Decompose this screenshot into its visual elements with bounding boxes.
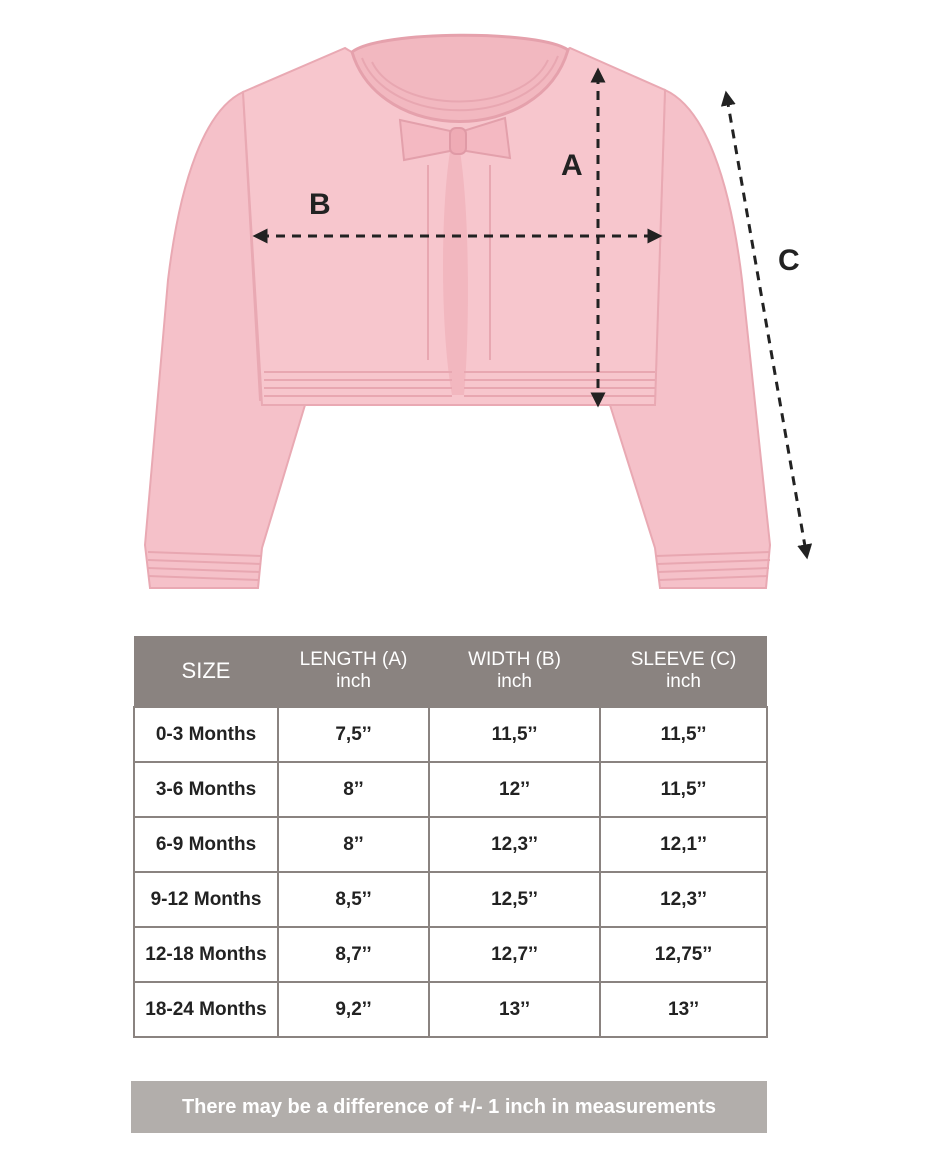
size-cell: 0-3 Months bbox=[134, 707, 278, 762]
length-cell: 7,5’’ bbox=[278, 707, 429, 762]
length-cell: 8’’ bbox=[278, 762, 429, 817]
header-sleeve bbox=[600, 636, 767, 707]
header-length bbox=[278, 636, 429, 707]
label-a: A bbox=[561, 149, 583, 182]
header-width bbox=[429, 636, 600, 707]
label-b: B bbox=[309, 188, 331, 221]
size-chart-table bbox=[133, 636, 768, 1038]
table-row bbox=[134, 762, 767, 817]
length-cell: 8,7’’ bbox=[278, 927, 429, 982]
label-c: C bbox=[778, 244, 800, 277]
size-cell: 12-18 Months bbox=[134, 927, 278, 982]
width-cell: 13’’ bbox=[429, 982, 600, 1037]
width-cell: 12,5’’ bbox=[429, 872, 600, 927]
width-cell: 12’’ bbox=[429, 762, 600, 817]
size-cell: 3-6 Months bbox=[134, 762, 278, 817]
table-row bbox=[134, 817, 767, 872]
length-cell: 9,2’’ bbox=[278, 982, 429, 1037]
table-row bbox=[134, 872, 767, 927]
header-length-label: LENGTH (A) bbox=[299, 649, 408, 670]
table-row bbox=[134, 982, 767, 1037]
sleeve-cell: 11,5’’ bbox=[600, 762, 767, 817]
sleeve-cell: 12,3’’ bbox=[600, 872, 767, 927]
header-length-unit: inch bbox=[336, 671, 371, 692]
width-cell: 12,7’’ bbox=[429, 927, 600, 982]
header-size bbox=[134, 636, 278, 707]
table-header-row bbox=[134, 636, 767, 707]
header-size-label: SIZE bbox=[181, 658, 231, 683]
width-cell: 12,3’’ bbox=[429, 817, 600, 872]
header-sleeve-unit: inch bbox=[666, 671, 701, 692]
size-cell: 6-9 Months bbox=[134, 817, 278, 872]
size-cell: 9-12 Months bbox=[134, 872, 278, 927]
sleeve-cell: 11,5’’ bbox=[600, 707, 767, 762]
header-width-label: WIDTH (B) bbox=[468, 649, 561, 670]
size-cell: 18-24 Months bbox=[134, 982, 278, 1037]
sleeve-cell: 12,1’’ bbox=[600, 817, 767, 872]
table-row bbox=[134, 927, 767, 982]
sleeve-cell: 12,75’’ bbox=[600, 927, 767, 982]
header-sleeve-label: SLEEVE (C) bbox=[630, 649, 737, 670]
measurement-disclaimer bbox=[131, 1081, 767, 1133]
sleeve-cell: 13’’ bbox=[600, 982, 767, 1037]
disclaimer-text: There may be a difference of +/- 1 inch in measurements bbox=[181, 1095, 717, 1118]
length-cell: 8,5’’ bbox=[278, 872, 429, 927]
length-cell: 8’’ bbox=[278, 817, 429, 872]
width-cell: 11,5’’ bbox=[429, 707, 600, 762]
table-row bbox=[134, 707, 767, 762]
header-width-unit: inch bbox=[497, 671, 532, 692]
